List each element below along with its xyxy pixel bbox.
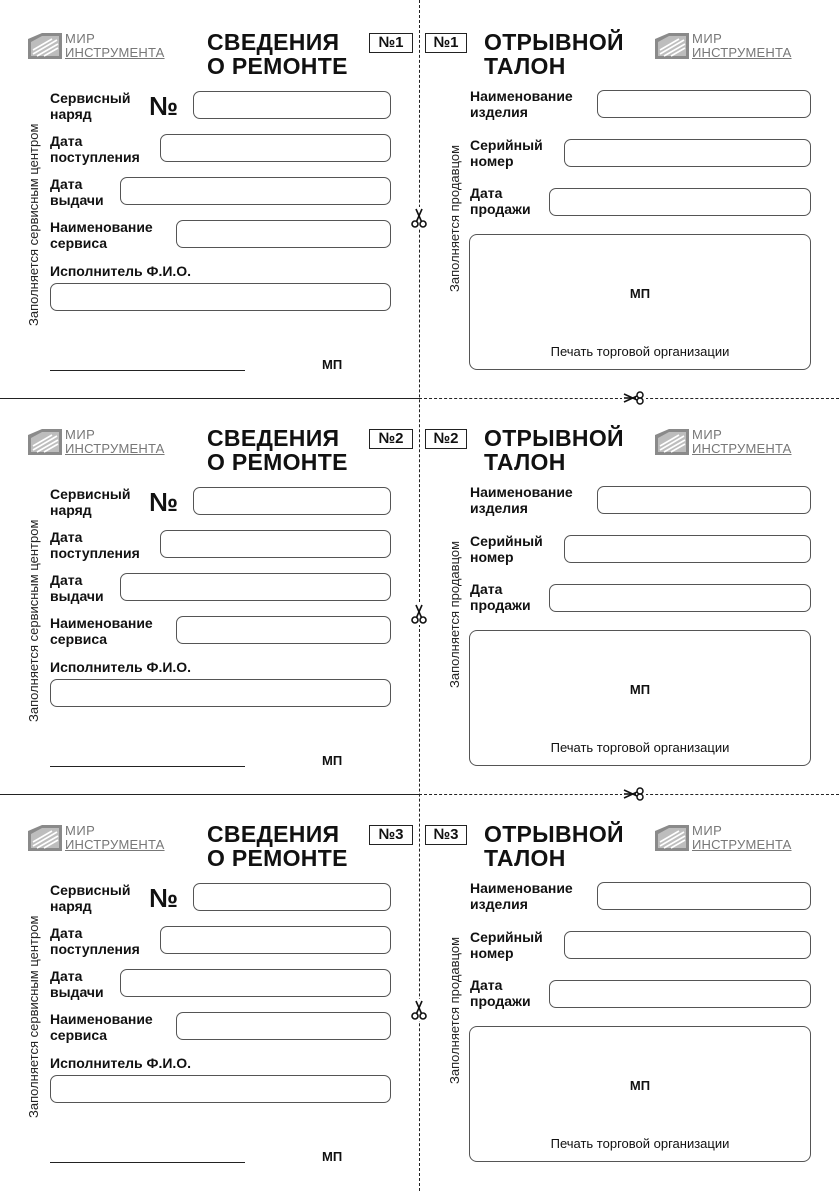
coupon-number-left: №3: [369, 825, 413, 845]
service-name-label: [50, 219, 153, 251]
seal-place-label: МП: [322, 357, 343, 372]
repair-info-title-line2: О РЕМОНТЕ: [207, 449, 348, 475]
tear-off-title-line1: ОТРЫВНОЙ: [484, 821, 624, 847]
tear-off-title: [484, 30, 624, 78]
brand-logo-icon: [28, 825, 62, 851]
product-name-label-line1: Наименование: [470, 880, 573, 896]
product-name-label-line1: Наименование: [470, 484, 573, 500]
service-order-label: [50, 882, 130, 914]
seal-place-label: МП: [322, 1149, 343, 1164]
tear-off-title: [484, 426, 624, 474]
repair-info-title: [207, 30, 348, 78]
numero-sign: №: [149, 487, 178, 517]
serial-number-label-line1: Серийный: [470, 929, 543, 945]
executor-label: Исполнитель Ф.И.О.: [50, 1055, 192, 1071]
sale-date-label: [470, 581, 531, 613]
serial-number-label: [470, 929, 543, 961]
brand-logo: [655, 428, 792, 456]
sale-date-label-line1: Дата: [470, 977, 503, 993]
serial-number-label-line2: номер: [470, 549, 514, 565]
vertical-note-service-center: Заполняется сервисным центром: [26, 915, 41, 1118]
brand-name-line1: МИР: [65, 823, 96, 838]
issued-date-label: [50, 176, 104, 208]
coupon-number-right: №1: [425, 33, 467, 53]
vertical-note-seller: Заполняется продавцом: [447, 936, 462, 1084]
tear-off-title-line2: ТАЛОН: [484, 53, 566, 79]
vertical-note-seller: Заполняется продавцом: [447, 540, 462, 688]
sale-date-field[interactable]: [549, 980, 811, 1008]
issued-date-label-line1: Дата: [50, 176, 83, 192]
repair-info-title-line1: СВЕДЕНИЯ: [207, 821, 340, 847]
brand-name-line1: МИР: [692, 31, 723, 46]
executor-field[interactable]: [50, 1075, 391, 1103]
issued-date-label-line1: Дата: [50, 968, 83, 984]
tear-off-title-line1: ОТРЫВНОЙ: [484, 29, 624, 55]
sale-date-label-line1: Дата: [470, 185, 503, 201]
brand-logo: [655, 824, 792, 852]
coupon-number-left: №1: [369, 33, 413, 53]
coupon-number-left: №2: [369, 429, 413, 449]
brand-name-line2: ИНСТРУМЕНТА: [65, 441, 165, 456]
repair-info-title-line1: СВЕДЕНИЯ: [207, 29, 340, 55]
tear-off-title-line2: ТАЛОН: [484, 449, 566, 475]
stamp-area[interactable]: [469, 630, 811, 766]
service-name-field[interactable]: [176, 616, 391, 644]
received-date-label-line1: Дата: [50, 925, 83, 941]
brand-logo-icon: [655, 33, 689, 59]
scissors-icon: [408, 999, 430, 1021]
product-name-label-line2: изделия: [470, 896, 528, 912]
scissors-icon: [622, 787, 646, 801]
serial-number-label-line2: номер: [470, 153, 514, 169]
service-name-label-line2: сервиса: [50, 1027, 108, 1043]
service-order-label-line1: Сервисный: [50, 882, 131, 898]
brand-name-line2: ИНСТРУМЕНТА: [692, 837, 792, 852]
service-order-field[interactable]: [193, 883, 391, 911]
product-name-label: [470, 880, 573, 912]
serial-number-label-line1: Серийный: [470, 533, 543, 549]
executor-label: Исполнитель Ф.И.О.: [50, 659, 192, 675]
repair-info-title-line1: СВЕДЕНИЯ: [207, 425, 340, 451]
service-order-label-line1: Сервисный: [50, 90, 131, 106]
stamp-caption: Печать торговой организации: [550, 740, 730, 755]
brand-name-line1: МИР: [65, 31, 96, 46]
issued-date-label: [50, 968, 104, 1000]
service-name-label: [50, 615, 153, 647]
tear-off-title-line1: ОТРЫВНОЙ: [484, 425, 624, 451]
service-order-label-line2: наряд: [50, 898, 92, 914]
service-order-label-line2: наряд: [50, 106, 92, 122]
service-order-field[interactable]: [193, 487, 391, 515]
serial-number-label-line2: номер: [470, 945, 514, 961]
brand-name-line2: ИНСТРУМЕНТА: [65, 45, 165, 60]
service-name-field[interactable]: [176, 1012, 391, 1040]
received-date-field[interactable]: [160, 134, 391, 162]
brand-name-line1: МИР: [65, 427, 96, 442]
brand-logo-icon: [655, 429, 689, 455]
executor-field[interactable]: [50, 679, 391, 707]
service-name-field[interactable]: [176, 220, 391, 248]
issued-date-field[interactable]: [120, 573, 391, 601]
sale-date-field[interactable]: [549, 188, 811, 216]
signature-line: [50, 370, 245, 371]
tear-off-title: [484, 822, 624, 870]
executor-field[interactable]: [50, 283, 391, 311]
issued-date-label-line2: выдачи: [50, 984, 104, 1000]
scissors-icon: [622, 391, 646, 405]
brand-logo: [28, 824, 165, 852]
received-date-label-line2: поступления: [50, 149, 140, 165]
stamp-mp-label: МП: [629, 286, 651, 301]
service-name-label-line2: сервиса: [50, 235, 108, 251]
sale-date-field[interactable]: [549, 584, 811, 612]
received-date-label-line2: поступления: [50, 545, 140, 561]
sale-date-label: [470, 977, 531, 1009]
issued-date-field[interactable]: [120, 969, 391, 997]
product-name-label-line2: изделия: [470, 500, 528, 516]
product-name-field[interactable]: [597, 90, 811, 118]
received-date-label: [50, 133, 140, 165]
received-date-label-line1: Дата: [50, 133, 83, 149]
service-name-label-line1: Наименование: [50, 219, 153, 235]
warranty-coupon-section: [0, 792, 839, 1188]
vertical-note-service-center: Заполняется сервисным центром: [26, 519, 41, 722]
warranty-coupon-section: [0, 0, 839, 396]
stamp-mp-label: МП: [629, 1078, 651, 1093]
signature-line: [50, 766, 245, 767]
stamp-area[interactable]: [469, 234, 811, 370]
warranty-coupon-section: [0, 396, 839, 792]
repair-info-title-line2: О РЕМОНТЕ: [207, 53, 348, 79]
scissors-icon: [408, 207, 430, 229]
service-name-label-line1: Наименование: [50, 615, 153, 631]
issued-date-label-line2: выдачи: [50, 192, 104, 208]
service-name-label-line1: Наименование: [50, 1011, 153, 1027]
brand-logo: [655, 32, 792, 60]
product-name-label-line1: Наименование: [470, 88, 573, 104]
service-order-label-line1: Сервисный: [50, 486, 131, 502]
repair-info-title-line2: О РЕМОНТЕ: [207, 845, 348, 871]
service-order-label: [50, 90, 130, 122]
received-date-label: [50, 925, 140, 957]
product-name-label: [470, 88, 573, 120]
scissors-icon: [408, 603, 430, 625]
serial-number-label-line1: Серийный: [470, 137, 543, 153]
sale-date-label-line2: продажи: [470, 201, 531, 217]
service-order-field[interactable]: [193, 91, 391, 119]
numero-sign: №: [149, 91, 178, 121]
issued-date-label: [50, 572, 104, 604]
brand-logo: [28, 428, 165, 456]
tear-off-title-line2: ТАЛОН: [484, 845, 566, 871]
repair-info-title: [207, 822, 348, 870]
executor-label: Исполнитель Ф.И.О.: [50, 263, 192, 279]
product-name-field[interactable]: [597, 882, 811, 910]
vertical-note-seller: Заполняется продавцом: [447, 144, 462, 292]
brand-name-line1: МИР: [692, 427, 723, 442]
received-date-field[interactable]: [160, 530, 391, 558]
serial-number-field[interactable]: [564, 535, 811, 563]
vertical-note-service-center: Заполняется сервисным центром: [26, 123, 41, 326]
sale-date-label-line2: продажи: [470, 597, 531, 613]
repair-info-title: [207, 426, 348, 474]
brand-logo-icon: [28, 429, 62, 455]
brand-name-line1: МИР: [692, 823, 723, 838]
issued-date-label-line1: Дата: [50, 572, 83, 588]
sale-date-label: [470, 185, 531, 217]
brand-name-line2: ИНСТРУМЕНТА: [692, 441, 792, 456]
sale-date-label-line1: Дата: [470, 581, 503, 597]
brand-name-line2: ИНСТРУМЕНТА: [692, 45, 792, 60]
seal-place-label: МП: [322, 753, 343, 768]
service-order-label: [50, 486, 130, 518]
brand-name-line2: ИНСТРУМЕНТА: [65, 837, 165, 852]
brand-logo: [28, 32, 165, 60]
issued-date-label-line2: выдачи: [50, 588, 104, 604]
service-name-label-line2: сервиса: [50, 631, 108, 647]
serial-number-field[interactable]: [564, 931, 811, 959]
stamp-caption: Печать торговой организации: [550, 1136, 730, 1151]
brand-logo-icon: [28, 33, 62, 59]
product-name-label: [470, 484, 573, 516]
numero-sign: №: [149, 883, 178, 913]
stamp-mp-label: МП: [629, 682, 651, 697]
coupon-number-right: №2: [425, 429, 467, 449]
sale-date-label-line2: продажи: [470, 993, 531, 1009]
stamp-caption: Печать торговой организации: [550, 344, 730, 359]
product-name-label-line2: изделия: [470, 104, 528, 120]
serial-number-field[interactable]: [564, 139, 811, 167]
coupon-number-right: №3: [425, 825, 467, 845]
serial-number-label: [470, 137, 543, 169]
service-name-label: [50, 1011, 153, 1043]
signature-line: [50, 1162, 245, 1163]
brand-logo-icon: [655, 825, 689, 851]
service-order-label-line2: наряд: [50, 502, 92, 518]
received-date-label: [50, 529, 140, 561]
stamp-area[interactable]: [469, 1026, 811, 1162]
received-date-label-line1: Дата: [50, 529, 83, 545]
serial-number-label: [470, 533, 543, 565]
received-date-label-line2: поступления: [50, 941, 140, 957]
product-name-field[interactable]: [597, 486, 811, 514]
issued-date-field[interactable]: [120, 177, 391, 205]
received-date-field[interactable]: [160, 926, 391, 954]
